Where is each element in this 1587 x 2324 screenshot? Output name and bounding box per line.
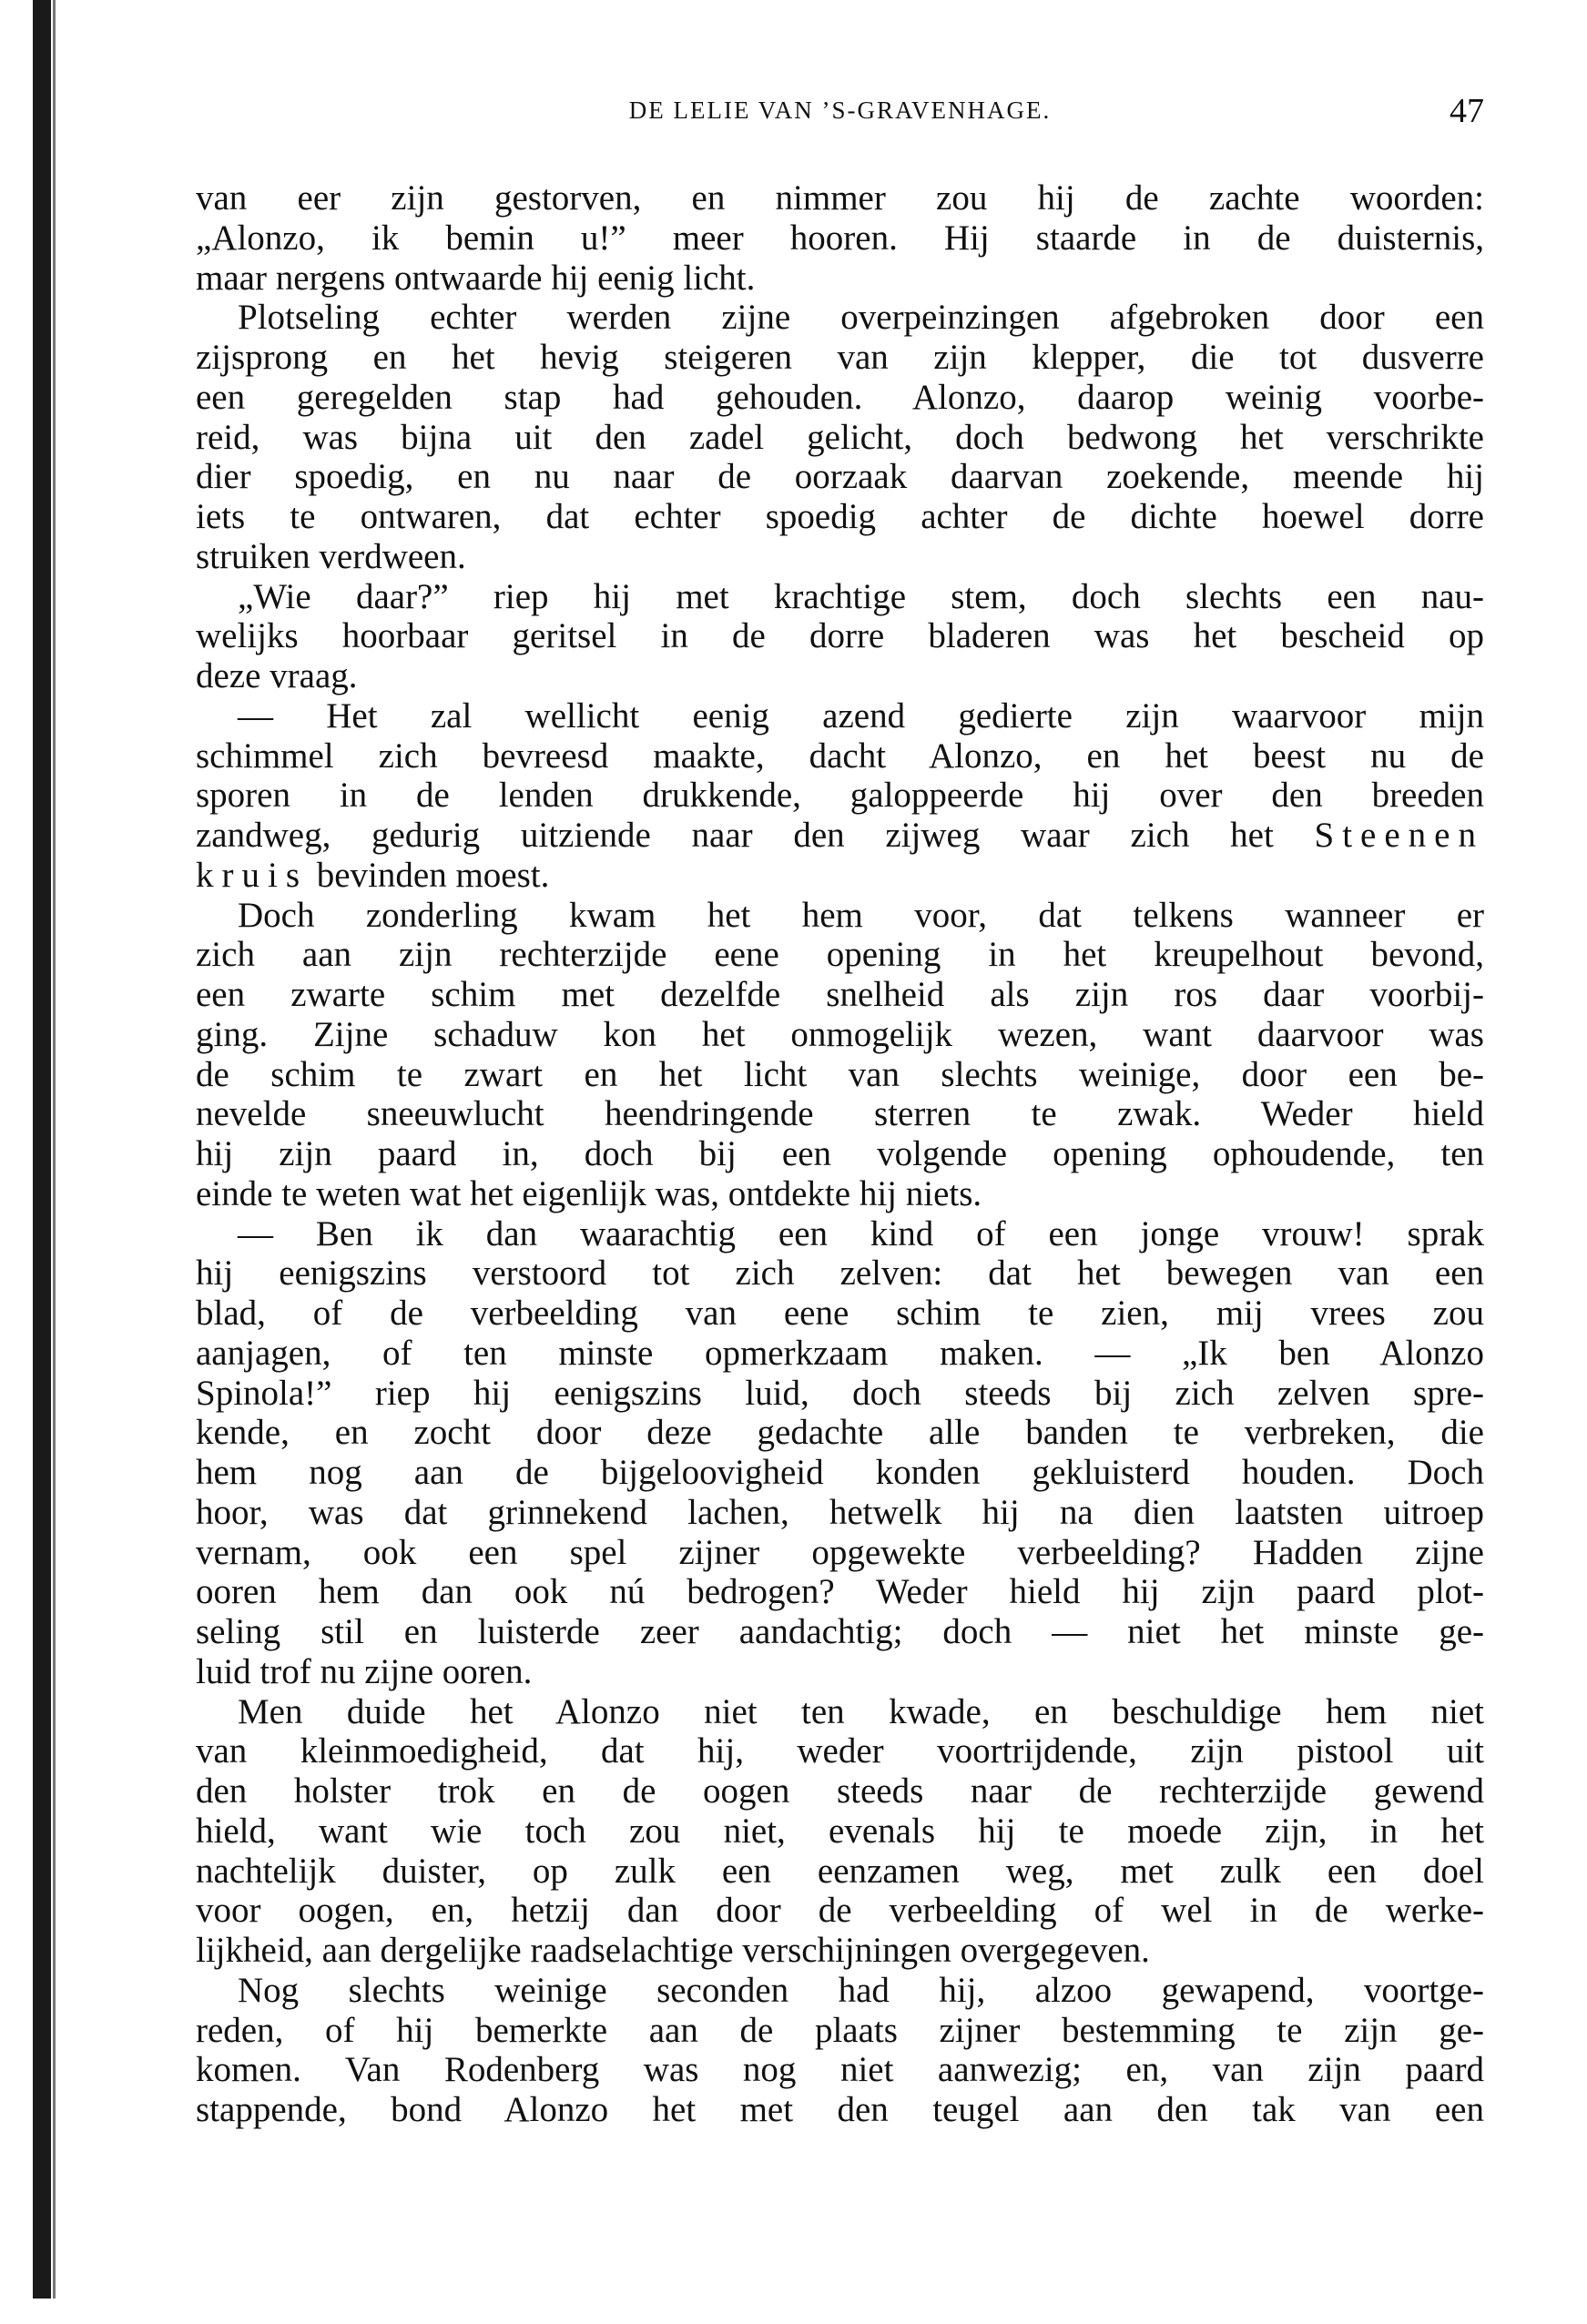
scan-binding-shadow <box>53 0 56 2299</box>
text-line <box>196 856 1484 896</box>
paragraph <box>196 1971 1484 2130</box>
text-line: de schim te zwart en het licht van slechts weinige, door een be- <box>196 1054 1484 1094</box>
text-line: Nog slechts weinige seconden had hij, alzoo gewapend, voortge- <box>238 1970 1484 2010</box>
text-line: komen. Van Rodenberg was nog niet aanwezig; en, van zijn paard <box>196 2050 1484 2090</box>
text-line: Doch zonderling kwam het hem voor, dat telkens wanneer er <box>238 895 1484 935</box>
paragraph <box>196 896 1484 1214</box>
text-line: van kleinmoedigheid, dat hij, weder voortrijdende, zijn pistool uit <box>196 1731 1484 1771</box>
text-line: einde te weten wat het eigenlijk was, ontdekte hij niets. <box>196 1173 982 1213</box>
running-title: DE LELIE VAN ’S-GRAVENHAGE. <box>628 96 1052 124</box>
text-line: nachtelijk duister, op zulk een eenzamen weg, met zulk een doel <box>196 1851 1484 1891</box>
text-line: ooren hem dan ook nú bedrogen? Weder hield hij zijn paard plot- <box>196 1572 1484 1612</box>
text-line: voor oogen, en, hetzij dan door de verbeelding of wel in de werke- <box>196 1891 1484 1931</box>
text-line: iets te ontwaren, dat echter spoedig achter de dichte hoewel dorre <box>196 497 1484 536</box>
text-line: dier spoedig, en nu naar de oorzaak daarvan zoekende, meende hij <box>196 457 1484 497</box>
text-line: hij eenigszins verstoord tot zich zelven: dat het bewegen van een <box>196 1253 1484 1294</box>
text-line: „Alonzo, ik bemin u!” meer hooren. Hij staarde in de duisternis, <box>196 218 1484 258</box>
text-line: struiken verdween. <box>196 536 466 576</box>
text-line: seling stil en luisterde zeer aandachtig; doch — niet het minste ge- <box>196 1612 1484 1651</box>
text-line: maar nergens ontwaarde hij eenig licht. <box>196 258 756 298</box>
text-segment: bevinden moest. <box>308 855 550 895</box>
running-header <box>196 91 1484 131</box>
spaced-word: Steenen <box>1314 816 1484 855</box>
text-line: nevelde sneeuwlucht heendringende sterren te zwak. Weder hield <box>196 1094 1484 1134</box>
text-line: — Het zal wellicht eenig azend gedierte zijn waarvoor mijn <box>238 695 1484 736</box>
text-line: hij zijn paard in, doch bij een volgende opening ophoudende, ten <box>196 1134 1484 1173</box>
text-line: sporen in de lenden drukkende, galoppeerde hij over den breeden <box>196 776 1484 816</box>
text-line: een zwarte schim met dezelfde snelheid als zijn ros daar voorbij- <box>196 975 1484 1014</box>
spaced-word: kruis <box>196 855 308 895</box>
paragraph <box>196 1692 1484 1971</box>
text-line: hoor, was dat grinnekend lachen, hetwelk hij na dien laatsten uitroep <box>196 1492 1484 1532</box>
text-line: hem nog aan de bijgeloovigheid konden gekluisterd houden. Doch <box>196 1453 1484 1492</box>
text-line: welijks hoorbaar geritsel in de dorre bladeren was het bescheid op <box>196 616 1484 656</box>
text-line: lijkheid, aan dergelijke raadselachtige verschijningen overgegeven. <box>196 1931 1150 1970</box>
text-line: blad, of de verbeelding van eene schim te zien, mij vrees zou <box>196 1294 1484 1333</box>
text-line: ging. Zijne schaduw kon het onmogelijk wezen, want daarvoor was <box>196 1014 1484 1054</box>
text-line: Plotseling echter werden zijne overpeinzingen afgebroken door een <box>238 298 1484 338</box>
paragraph <box>196 1214 1484 1692</box>
text-line: luid trof nu zijne ooren. <box>196 1651 533 1691</box>
paragraph <box>196 178 1484 298</box>
page-number: 47 <box>1450 92 1484 130</box>
text-line: — Ben ik dan waarachtig een kind of een jonge vrouw! sprak <box>238 1213 1484 1253</box>
scan-binding-edge <box>33 0 51 2299</box>
text-segment: zandweg, gedurig uitziende naar den zijweg waar zich het <box>196 816 1315 855</box>
paragraph <box>196 696 1484 896</box>
text-line: kende, en zocht door deze gedachte alle banden te verbreken, die <box>196 1413 1484 1453</box>
paragraph <box>196 577 1484 696</box>
text-line: zijsprong en het hevig steigeren van zijn klepper, die tot dusverre <box>196 338 1484 377</box>
text-line: deze vraag. <box>196 656 358 695</box>
text-line: vernam, ook een spel zijner opgewekte verbeelding? Hadden zijne <box>196 1532 1484 1572</box>
paragraph <box>196 298 1484 576</box>
text-line: Men duide het Alonzo niet ten kwade, en beschuldige hem niet <box>238 1691 1484 1731</box>
body-text <box>196 178 1484 2130</box>
text-line: reid, was bijna uit den zadel gelicht, doch bedwong het verschrikte <box>196 417 1484 457</box>
text-line: den holster trok en de oogen steeds naar de rechterzijde gewend <box>196 1771 1484 1811</box>
text-line: Spinola!” riep hij eenigszins luid, doch steeds bij zich zelven spre- <box>196 1373 1484 1413</box>
text-line: zich aan zijn rechterzijde eene opening in het kreupelhout bevond, <box>196 935 1484 975</box>
text-line: stappende, bond Alonzo het met den teugel aan den tak van een <box>196 2090 1484 2129</box>
text-line: hield, want wie toch zou niet, evenals hij te moede zijn, in het <box>196 1811 1484 1851</box>
text-line <box>196 816 1484 856</box>
text-line: van eer zijn gestorven, en nimmer zou hij de zachte woorden: <box>196 178 1484 218</box>
text-line: een geregelden stap had gehouden. Alonzo, daarop weinig voorbe- <box>196 377 1484 417</box>
text-line: schimmel zich bevreesd maakte, dacht Alonzo, en het beest nu de <box>196 736 1484 776</box>
text-line: „Wie daar?” riep hij met krachtige stem, doch slechts een nau- <box>238 576 1484 616</box>
text-line: reden, of hij bemerkte aan de plaats zijner bestemming te zijn ge- <box>196 2010 1484 2050</box>
text-line: aanjagen, of ten minste opmerkzaam maken. — „Ik ben Alonzo <box>196 1333 1484 1373</box>
